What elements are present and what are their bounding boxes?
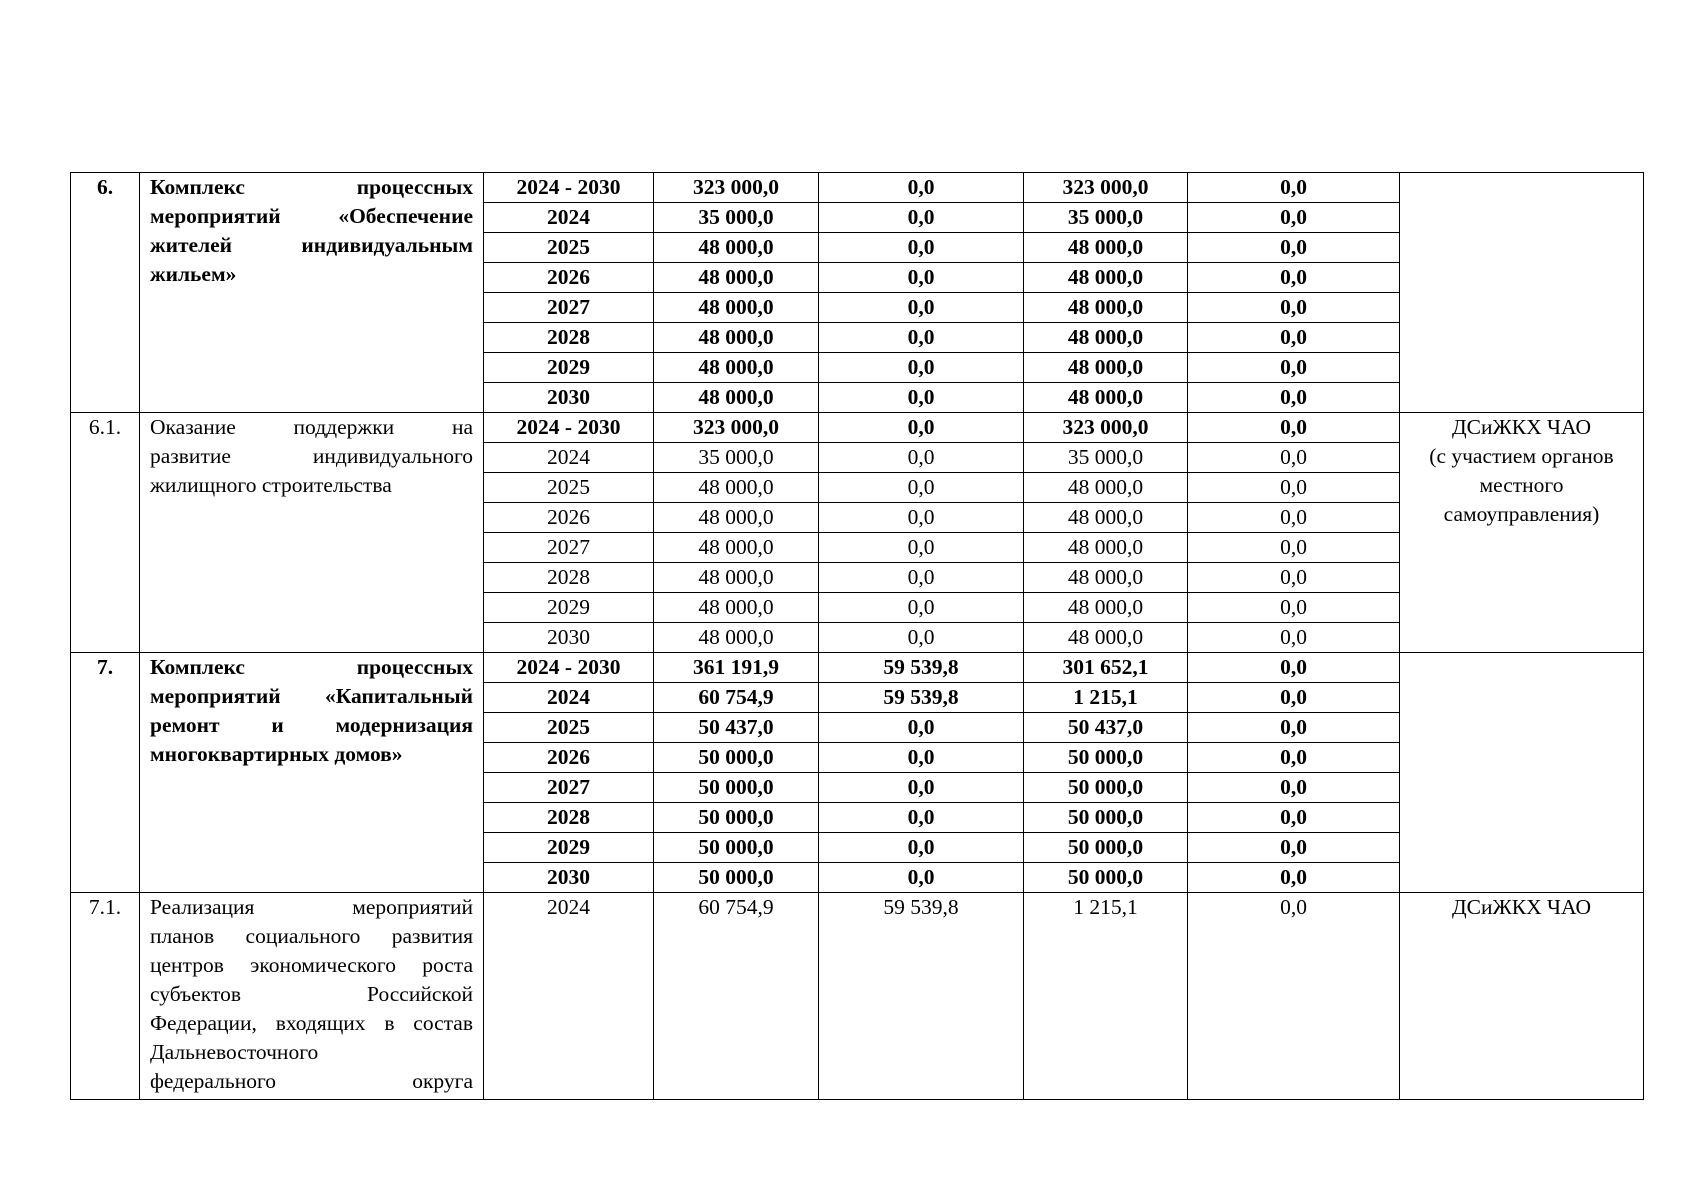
responsible-line: самоуправления) <box>1443 502 1600 526</box>
other-sources-cell: 0,0 <box>1188 503 1400 533</box>
total-amount-cell: 48 000,0 <box>654 593 819 623</box>
other-sources-cell: 0,0 <box>1188 773 1400 803</box>
regional-budget-cell: 48 000,0 <box>1024 563 1188 593</box>
total-amount-cell: 50 000,0 <box>654 803 819 833</box>
total-amount-cell: 35 000,0 <box>654 443 819 473</box>
table-row <box>71 173 1644 203</box>
item-name-line: планов социального развития <box>150 924 473 948</box>
table-body <box>71 173 1644 1100</box>
responsible-executor <box>1400 173 1644 413</box>
responsible-line: ДСиЖКХ ЧАО <box>1452 415 1591 439</box>
total-amount-cell: 48 000,0 <box>654 533 819 563</box>
item-name-line: многоквартирных домов» <box>150 742 403 766</box>
total-amount-cell: 60 754,9 <box>654 683 819 713</box>
table-row <box>71 893 1644 1100</box>
year-cell: 2024 <box>484 683 654 713</box>
other-sources-cell: 0,0 <box>1188 533 1400 563</box>
other-sources-cell: 0,0 <box>1188 563 1400 593</box>
federal-budget-cell: 59 539,8 <box>819 893 1024 1100</box>
funding-table <box>70 172 1644 1100</box>
regional-budget-cell: 35 000,0 <box>1024 203 1188 233</box>
federal-budget-cell: 0,0 <box>819 863 1024 893</box>
total-amount-cell: 48 000,0 <box>654 473 819 503</box>
year-cell: 2026 <box>484 263 654 293</box>
other-sources-cell: 0,0 <box>1188 203 1400 233</box>
item-number: 7. <box>71 653 140 893</box>
regional-budget-cell: 48 000,0 <box>1024 503 1188 533</box>
regional-budget-cell: 48 000,0 <box>1024 593 1188 623</box>
other-sources-cell: 0,0 <box>1188 443 1400 473</box>
total-amount-cell: 60 754,9 <box>654 893 819 1100</box>
federal-budget-cell: 0,0 <box>819 473 1024 503</box>
regional-budget-cell: 48 000,0 <box>1024 293 1188 323</box>
year-cell: 2026 <box>484 743 654 773</box>
regional-budget-cell: 48 000,0 <box>1024 383 1188 413</box>
year-cell: 2025 <box>484 713 654 743</box>
regional-budget-cell: 50 000,0 <box>1024 743 1188 773</box>
year-cell: 2024 <box>484 203 654 233</box>
federal-budget-cell: 0,0 <box>819 773 1024 803</box>
responsible-line: местного <box>1479 473 1564 497</box>
year-cell: 2024 - 2030 <box>484 173 654 203</box>
item-name-line: Оказание поддержки на <box>150 415 473 439</box>
total-amount-cell: 48 000,0 <box>654 233 819 263</box>
total-amount-cell: 323 000,0 <box>654 413 819 443</box>
item-name-line: центров экономического роста <box>150 953 473 977</box>
year-cell: 2024 - 2030 <box>484 653 654 683</box>
table-row <box>71 413 1644 443</box>
federal-budget-cell: 0,0 <box>819 623 1024 653</box>
year-cell: 2027 <box>484 773 654 803</box>
year-cell: 2027 <box>484 293 654 323</box>
regional-budget-cell: 323 000,0 <box>1024 413 1188 443</box>
item-number: 7.1. <box>71 893 140 1100</box>
federal-budget-cell: 0,0 <box>819 203 1024 233</box>
item-name <box>140 893 484 1100</box>
item-name-line: жильем» <box>150 262 237 286</box>
other-sources-cell: 0,0 <box>1188 593 1400 623</box>
item-name-line: Федерации, входящих в состав <box>150 1011 473 1035</box>
responsible-executor <box>1400 413 1644 653</box>
total-amount-cell: 48 000,0 <box>654 383 819 413</box>
year-cell: 2030 <box>484 863 654 893</box>
item-name-line: Реализация мероприятий <box>150 895 473 919</box>
federal-budget-cell: 0,0 <box>819 833 1024 863</box>
federal-budget-cell: 0,0 <box>819 233 1024 263</box>
regional-budget-cell: 48 000,0 <box>1024 323 1188 353</box>
item-name-line: жителей индивидуальным <box>150 233 473 257</box>
federal-budget-cell: 0,0 <box>819 263 1024 293</box>
total-amount-cell: 50 437,0 <box>654 713 819 743</box>
federal-budget-cell: 0,0 <box>819 353 1024 383</box>
regional-budget-cell: 48 000,0 <box>1024 353 1188 383</box>
regional-budget-cell: 48 000,0 <box>1024 623 1188 653</box>
year-cell: 2028 <box>484 323 654 353</box>
other-sources-cell: 0,0 <box>1188 653 1400 683</box>
item-name <box>140 653 484 893</box>
other-sources-cell: 0,0 <box>1188 863 1400 893</box>
regional-budget-cell: 48 000,0 <box>1024 233 1188 263</box>
item-name-line: жилищного строительства <box>150 473 392 497</box>
year-cell: 2028 <box>484 563 654 593</box>
total-amount-cell: 361 191,9 <box>654 653 819 683</box>
year-cell: 2025 <box>484 233 654 263</box>
total-amount-cell: 48 000,0 <box>654 293 819 323</box>
item-name-line: ремонт и модернизация <box>150 713 473 737</box>
federal-budget-cell: 59 539,8 <box>819 653 1024 683</box>
other-sources-cell: 0,0 <box>1188 173 1400 203</box>
total-amount-cell: 35 000,0 <box>654 203 819 233</box>
other-sources-cell: 0,0 <box>1188 713 1400 743</box>
total-amount-cell: 48 000,0 <box>654 263 819 293</box>
other-sources-cell: 0,0 <box>1188 803 1400 833</box>
regional-budget-cell: 35 000,0 <box>1024 443 1188 473</box>
regional-budget-cell: 50 000,0 <box>1024 773 1188 803</box>
year-cell: 2029 <box>484 833 654 863</box>
federal-budget-cell: 0,0 <box>819 533 1024 563</box>
federal-budget-cell: 0,0 <box>819 713 1024 743</box>
item-name-line: субъектов Российской <box>150 982 473 1006</box>
item-name <box>140 413 484 653</box>
responsible-executor <box>1400 653 1644 893</box>
year-cell: 2029 <box>484 593 654 623</box>
federal-budget-cell: 0,0 <box>819 323 1024 353</box>
year-cell: 2024 - 2030 <box>484 413 654 443</box>
other-sources-cell: 0,0 <box>1188 293 1400 323</box>
year-cell: 2030 <box>484 383 654 413</box>
other-sources-cell: 0,0 <box>1188 353 1400 383</box>
regional-budget-cell: 323 000,0 <box>1024 173 1188 203</box>
item-number: 6.1. <box>71 413 140 653</box>
total-amount-cell: 50 000,0 <box>654 773 819 803</box>
regional-budget-cell: 50 000,0 <box>1024 803 1188 833</box>
regional-budget-cell: 1 215,1 <box>1024 893 1188 1100</box>
other-sources-cell: 0,0 <box>1188 413 1400 443</box>
other-sources-cell: 0,0 <box>1188 743 1400 773</box>
regional-budget-cell: 50 437,0 <box>1024 713 1188 743</box>
total-amount-cell: 50 000,0 <box>654 743 819 773</box>
regional-budget-cell: 50 000,0 <box>1024 863 1188 893</box>
table-row <box>71 653 1644 683</box>
federal-budget-cell: 0,0 <box>819 413 1024 443</box>
other-sources-cell: 0,0 <box>1188 233 1400 263</box>
federal-budget-cell: 0,0 <box>819 503 1024 533</box>
other-sources-cell: 0,0 <box>1188 683 1400 713</box>
regional-budget-cell: 1 215,1 <box>1024 683 1188 713</box>
total-amount-cell: 48 000,0 <box>654 323 819 353</box>
federal-budget-cell: 0,0 <box>819 743 1024 773</box>
total-amount-cell: 50 000,0 <box>654 833 819 863</box>
total-amount-cell: 323 000,0 <box>654 173 819 203</box>
total-amount-cell: 48 000,0 <box>654 503 819 533</box>
total-amount-cell: 48 000,0 <box>654 623 819 653</box>
responsible-executor <box>1400 893 1644 1100</box>
federal-budget-cell: 0,0 <box>819 593 1024 623</box>
item-name-line: Комплекс процессных <box>150 175 473 199</box>
year-cell: 2029 <box>484 353 654 383</box>
total-amount-cell: 48 000,0 <box>654 353 819 383</box>
year-cell: 2030 <box>484 623 654 653</box>
other-sources-cell: 0,0 <box>1188 263 1400 293</box>
federal-budget-cell: 0,0 <box>819 443 1024 473</box>
other-sources-cell: 0,0 <box>1188 893 1400 1100</box>
other-sources-cell: 0,0 <box>1188 383 1400 413</box>
year-cell: 2025 <box>484 473 654 503</box>
item-name-line: Комплекс процессных <box>150 655 473 679</box>
federal-budget-cell: 0,0 <box>819 293 1024 323</box>
other-sources-cell: 0,0 <box>1188 473 1400 503</box>
total-amount-cell: 48 000,0 <box>654 563 819 593</box>
regional-budget-cell: 48 000,0 <box>1024 263 1188 293</box>
federal-budget-cell: 0,0 <box>819 173 1024 203</box>
other-sources-cell: 0,0 <box>1188 833 1400 863</box>
other-sources-cell: 0,0 <box>1188 323 1400 353</box>
item-name-line: развитие индивидуального <box>150 444 473 468</box>
responsible-line: ДСиЖКХ ЧАО <box>1452 895 1591 919</box>
total-amount-cell: 50 000,0 <box>654 863 819 893</box>
item-name-line: Дальневосточного <box>150 1040 319 1064</box>
other-sources-cell: 0,0 <box>1188 623 1400 653</box>
item-name-line: федерального округа <box>150 1069 473 1093</box>
item-name <box>140 173 484 413</box>
year-cell: 2026 <box>484 503 654 533</box>
regional-budget-cell: 50 000,0 <box>1024 833 1188 863</box>
year-cell: 2024 <box>484 443 654 473</box>
regional-budget-cell: 48 000,0 <box>1024 533 1188 563</box>
item-name-line: мероприятий «Капитальный <box>150 684 473 708</box>
year-cell: 2024 <box>484 893 654 1100</box>
item-number: 6. <box>71 173 140 413</box>
year-cell: 2027 <box>484 533 654 563</box>
federal-budget-cell: 0,0 <box>819 563 1024 593</box>
year-cell: 2028 <box>484 803 654 833</box>
regional-budget-cell: 301 652,1 <box>1024 653 1188 683</box>
federal-budget-cell: 59 539,8 <box>819 683 1024 713</box>
federal-budget-cell: 0,0 <box>819 383 1024 413</box>
responsible-line: (с участием органов <box>1429 444 1614 468</box>
federal-budget-cell: 0,0 <box>819 803 1024 833</box>
item-name-line: мероприятий «Обеспечение <box>150 204 473 228</box>
regional-budget-cell: 48 000,0 <box>1024 473 1188 503</box>
